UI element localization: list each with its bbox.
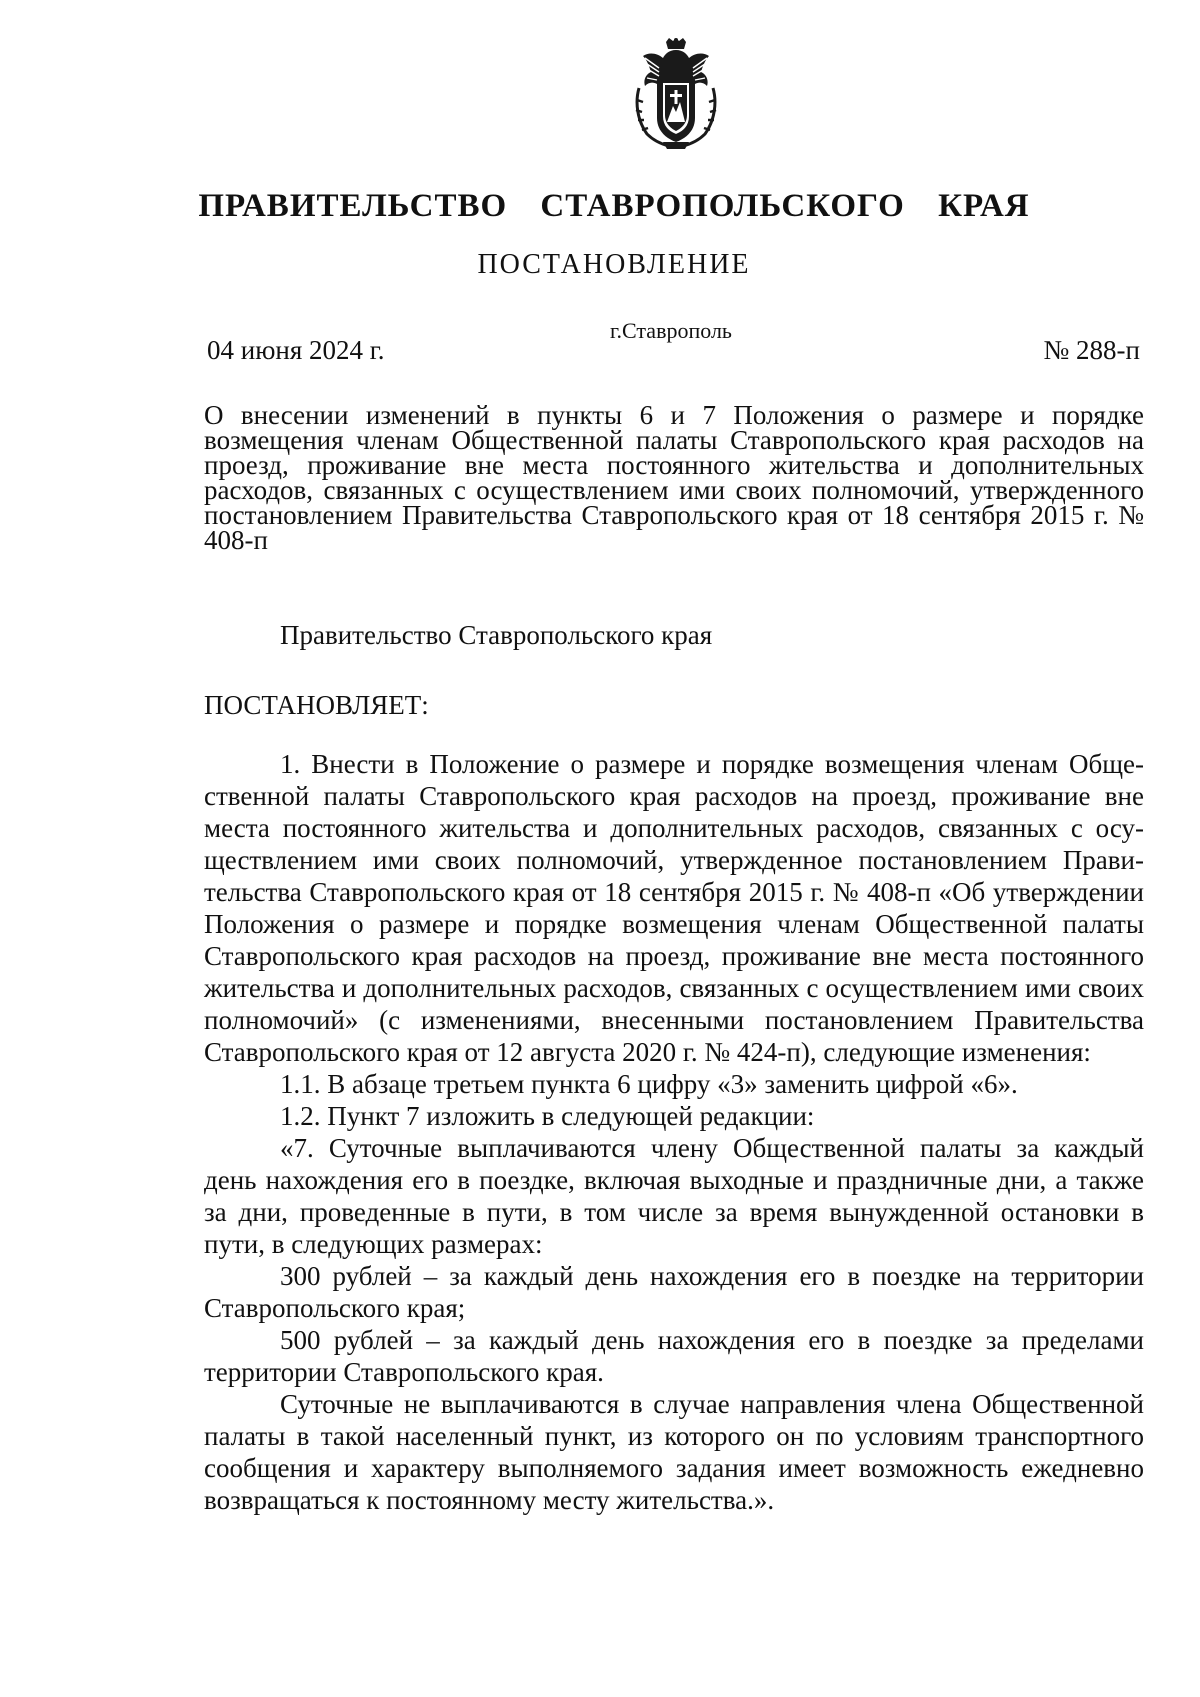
- preamble: Правительство Ставропольского края: [280, 620, 713, 650]
- document-subject: О внесении изменений в пункты 6 и 7 Положения о размере и порядке возмещения членам Общественной палаты Ставропольского края расходов на проезд, проживание вне места постоянного жительства и дополнительных расходов, связанных с осуществлением ими своих полномочий, утвержденного постановлением Правительства Ставропольского края от 18 сентября 2015 г. № 408-п: [204, 400, 1144, 555]
- document-date: 04 июня 2024 г.: [207, 335, 385, 365]
- stavropol-coat-of-arms-icon: [629, 38, 723, 150]
- paragraph-1-2: 1.2. Пункт 7 изложить в следующей редакции:: [280, 1101, 815, 1131]
- paragraph-1-1: 1.1. В абзаце третьем пункта 6 цифру «3» заменить цифрой «6».: [280, 1069, 1018, 1099]
- document-number: № 288-п: [1043, 335, 1140, 365]
- document-city: г.Ставрополь: [610, 318, 732, 343]
- paragraph-1: 1. Внести в Положение о размере и порядке возмещения членам Общественной палаты Ставропольского края расходов на проезд, проживание вне места постоянного жительства и дополнительных расходов, связанных с осуществлением ими своих полномочий, утвержденное постановлением Правительства Ставропольского края от 18 сентября 2015 г. № 408-п «Об утверждении Положения о размере и порядке возмещения членам Общественной палаты Ставропольского края расходов на проезд, проживание вне места постоянного жительства и дополнительных расходов, связанных с осуществлением ими своих полномочий» (с изменениями, внесенными постановлением Правительства Ставропольского края от 12 августа 2020 г. № 424-п), следующие изменения:: [204, 749, 1144, 1067]
- document-body: [204, 748, 1144, 1516]
- government-title: ПРАВИТЕЛЬСТВО СТАВРОПОЛЬСКОГО КРАЯ: [198, 188, 1030, 224]
- document-type: ПОСТАНОВЛЕНИЕ: [477, 249, 751, 280]
- paragraph-no-payment: Суточные не выплачиваются в случае направления члена Общественной палаты в такой населенный пункт, из которого он по условиям транспортного сообщения и характеру выполняемого задания имеет возможность ежедневно возвращаться к постоянному месту жительства.».: [204, 1389, 1144, 1515]
- paragraph-rate-500: 500 рублей – за каждый день нахождения его в поездке за пределами территории Ставропольского края.: [204, 1325, 1144, 1387]
- resolves-heading: ПОСТАНОВЛЯЕТ:: [204, 690, 429, 720]
- paragraph-7-intro: «7. Суточные выплачиваются члену Общественной палаты за каждый день нахождения его в поездке, включая выходные и праздничные дни, а также за дни, проведенные в пути, в том числе за время вынужденной остановки в пути, в следующих размерах:: [204, 1133, 1144, 1259]
- paragraph-rate-300: 300 рублей – за каждый день нахождения его в поездке на территории Ставропольского края;: [204, 1261, 1144, 1323]
